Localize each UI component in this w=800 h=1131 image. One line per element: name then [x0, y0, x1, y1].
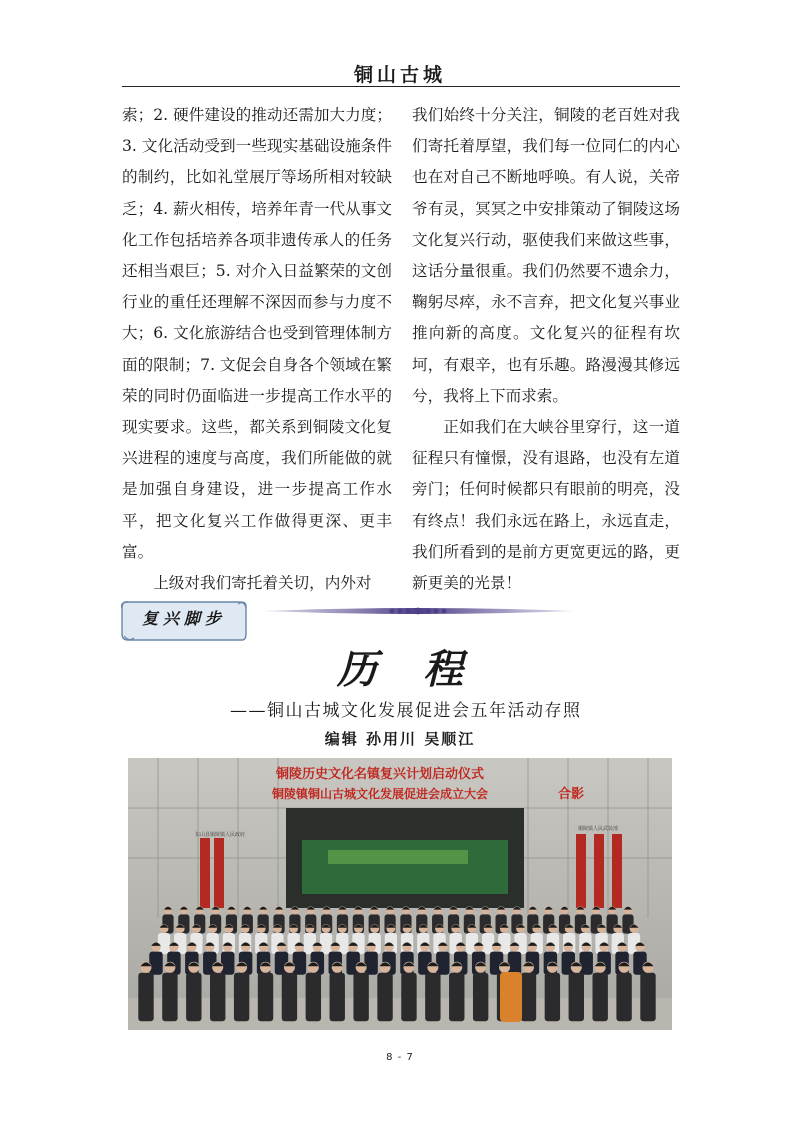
crowd-figure-body	[521, 973, 536, 1021]
crowd-figure-body	[162, 973, 177, 1021]
crowd-figure-body	[330, 973, 345, 1021]
paragraph: 上级对我们寄托着关切，内外对	[153, 574, 372, 593]
crowd-figure-body	[482, 933, 494, 954]
ornament-divider-icon	[262, 602, 574, 620]
paragraph: 我们始终十分关注，铜陵的老百姓对我们寄托着厚望，我们每一位同仁的内心也在对自己不断地呼唤。有人说，关帝爷有灵，冥冥之中安排策动了铜陵这场文化复兴行动，驱使我们来做这些事，这话分量很重。我们仍然要不遗余力，鞠躬尽瘁，永不言弃，把文化复兴事业推向新的高度。文化复兴的征程有坎坷，有艰辛，也有乐趣。路漫漫其修远兮，我将上下而求索。	[412, 106, 680, 405]
left-text-column	[122, 100, 392, 599]
crowd-figure-body	[353, 973, 368, 1021]
photo-right-sign: 铜陵镇人民武装部	[577, 826, 619, 832]
section-banner	[120, 598, 248, 642]
photo-banner-line1: 铜陵历史文化名镇复兴计划启动仪式	[275, 767, 485, 782]
crowd-figure-body	[473, 973, 488, 1021]
editors-credit: 编辑 孙用川 吴顺江	[324, 730, 476, 748]
crowd-figure-body	[436, 952, 449, 975]
page-number: 8 - 7	[386, 1052, 414, 1063]
crowd-figure-body	[293, 952, 306, 975]
crowd-figure-body	[320, 933, 332, 954]
crowd-figure-body	[282, 973, 297, 1021]
crowd-figure-body	[592, 973, 607, 1021]
crowd-figure-body	[449, 973, 464, 1021]
crowd-figure-body	[234, 973, 249, 1021]
crowd-figure-body	[508, 952, 521, 975]
crowd-figure-body	[616, 973, 631, 1021]
photo-banner-suffix: 合影	[558, 787, 585, 802]
crowd-figure-body	[425, 973, 440, 1021]
crowd-figure-body	[377, 973, 392, 1021]
crowd-figure-body	[364, 952, 377, 975]
header-divider	[122, 86, 680, 87]
section-title: 历程	[337, 646, 509, 693]
photo-banner-line2: 铜陵镇铜山古城文化发展促进会成立大会	[271, 787, 489, 801]
crowd-figure-body	[401, 973, 416, 1021]
section-banner-label: 复兴脚步	[141, 609, 226, 628]
crowd-figure-body	[569, 973, 584, 1021]
crowd-figure-body	[158, 933, 170, 954]
crowd-figure-monk	[500, 972, 522, 1022]
crowd-figure-body	[545, 973, 560, 1021]
photo-left-sign: 东山县铜陵镇人民政府	[194, 832, 246, 838]
crowd-figure-body	[258, 973, 273, 1021]
crowd-figure-body	[149, 952, 162, 975]
crowd-figure-body	[186, 973, 201, 1021]
group-photo	[128, 758, 672, 1030]
section-subtitle: ——铜山古城文化发展促进会五年活动存照	[230, 701, 582, 721]
crowd-figure-body	[138, 973, 153, 1021]
crowd-figure-body	[580, 952, 593, 975]
paragraph: 索；2. 硬件建设的推动还需加大力度；3. 文化活动受到一些现实基础设施条件的制约，比如礼堂展厅等场所相对较缺乏；4. 薪火相传，培养年青一代从事文化工作包括培养各项非遗传承人的任务还相当艰巨；5. 对介入日益繁荣的文创行业的重任还理解不深因而参与力度不大；6. 文化旅游结合也受到管理体制方面的限制；7. 文促会自身各个领域在繁荣的同时仍面临进一步提高工作水平的现实要求。这些，都关系到铜陵文化复兴进程的速度与高度，我们所能做的就是加强自身建设，进一步提高工作水平，把文化复兴工作做得更深、更丰富。	[122, 106, 392, 561]
crowd-figure-body	[640, 973, 655, 1021]
right-text-column	[412, 100, 680, 599]
crowd-figure-body	[306, 973, 321, 1021]
paragraph: 正如我们在大峡谷里穿行，这一道征程只有憧憬，没有退路，也没有左道旁门；任何时候都只有眼前的明亮，没有终点！我们永远在路上，永远直走，我们所看到的是前方更宽更远的路，更新更美的光景！	[412, 418, 680, 593]
crowd-figure-body	[221, 952, 234, 975]
crowd-figure-body	[210, 973, 225, 1021]
magazine-title: 铜山古城	[353, 64, 446, 86]
